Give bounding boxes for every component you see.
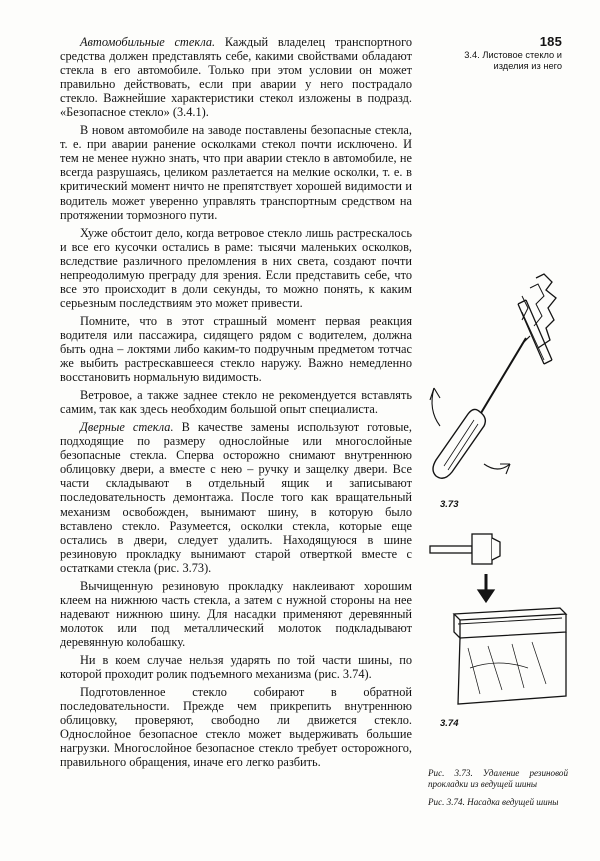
paragraph-car-glass (60, 35, 412, 119)
page-header (442, 34, 562, 72)
paragraph-door-glass (60, 420, 412, 575)
figure-3-73-illustration (418, 268, 568, 498)
figure-label-3-74: 3.74 (440, 718, 459, 729)
paragraph (60, 653, 412, 681)
section-lead: Дверные стекла. (80, 420, 174, 435)
paragraph (60, 685, 412, 769)
paragraph-text: Помните, что в этот страшный момент первая реакция водителя или пассажира, сидящего рядом с водителем, должна быть одна – локтями либо каким-то подручным предметом тотчас же выбить растрескавшееся стекло наружу. Важно немедленно восстановить нормальную видимость. (60, 313, 412, 385)
figure-3-74-illustration (428, 528, 568, 713)
paragraph-text: Вычищенную резиновую прокладку наклеивают хорошим клеем на нижнюю часть стекла, а затем с нужной стороны на нее надевают нижнюю шину. Для насадки применяют деревянный молоток или под металлический молоток подкладывают деревянную колобашку. (60, 578, 412, 649)
figure-label-3-73: 3.73 (440, 499, 459, 510)
paragraph (60, 314, 412, 384)
figure-caption-3-74: Рис. 3.74. Насадка ведущей шины (428, 797, 559, 807)
body-text (60, 35, 412, 773)
paragraph (60, 388, 412, 416)
paragraph-text: В качестве замены используют готовые, подходящие по размеру однослойные или многослойные безопасные стекла. Сперва осторожно снимают внутреннюю облицовку двери, а вместе с нею – ручку и защелку двери. Все части складывают в отдельный ящик и записывают последовательность демонтажа. После того как вращательный механизм освобожден, вынимают шину, в которую было вставлено стекло. Разумеется, осколки стекла, которые еще остались в двери, следует удалить. Находящуюся в шине резиновую прокладку вынимают старой отверткой вместе с остатками стекла (рис. 3.73). (60, 420, 412, 575)
paragraph-text: Ни в коем случае нельзя ударять по той части шины, по которой проходит ролик подъемного механизма (рис. 3.74). (60, 652, 412, 682)
paragraph (60, 123, 412, 221)
paragraph-text: Каждый владелец транспортного средства должен представлять себе, какими свойствами обладают стекла в его автомобиле. Только при этом условии он может правильно действовать, если при аварии у него пострадало стекло. Важнейшие характеристики стекол изложены в подразд. «Безопасное стекло» (3.4.1). (60, 35, 413, 120)
paragraph (60, 579, 412, 649)
paragraph (60, 226, 412, 310)
paragraph-text: Подготовленное стекло собирают в обратной последовательности. Прежде чем прикрепить внутреннюю облицовку, проверяют, свободно ли движется стекло. Однослойное безопасное стекло может выдерживать большие нагрузки. Многослойное безопасное стекло требует осторожного, правильного обращения, иначе его легко разбить. (60, 685, 412, 770)
paragraph-text: Ветровое, а также заднее стекло не рекомендуется вставлять самим, так как здесь необходим большой опыт специалиста. (60, 388, 412, 417)
figure-caption-3-73: Рис. 3.73. Удаление резиновой прокладки из ведущей шины (428, 768, 568, 789)
running-head: 3.4. Листовое стекло и изделия из него (464, 50, 562, 71)
paragraph-text: Хуже обстоит дело, когда ветровое стекло лишь растрескалось и все его кусочки остались в раме: тысячи маленьких осколков, вследствие различного преломления в них света, создают почти непреодолимую преграду для зрения. Если представить себе, что все это происходит в доли секунды, то можно понять, к каким серьезным последствиям это может привести. (60, 225, 412, 310)
section-lead: Автомобильные стекла. (80, 35, 216, 49)
page-number: 185 (539, 34, 562, 49)
paragraph-text: В новом автомобиле на заводе поставлены безопасные стекла, т. е. при аварии ранение осколками стекол почти исключено. И тем не менее нужно знать, что при аварии стекло в автомобиле, не всегда разрушаясь, целиком разлетается на мелкие осколки, т. е. в критический момент ничто не препятствует хорошей видимости и водитель может уверенно управлять транспортным средством на протяжении тормозного пути. (60, 123, 412, 222)
